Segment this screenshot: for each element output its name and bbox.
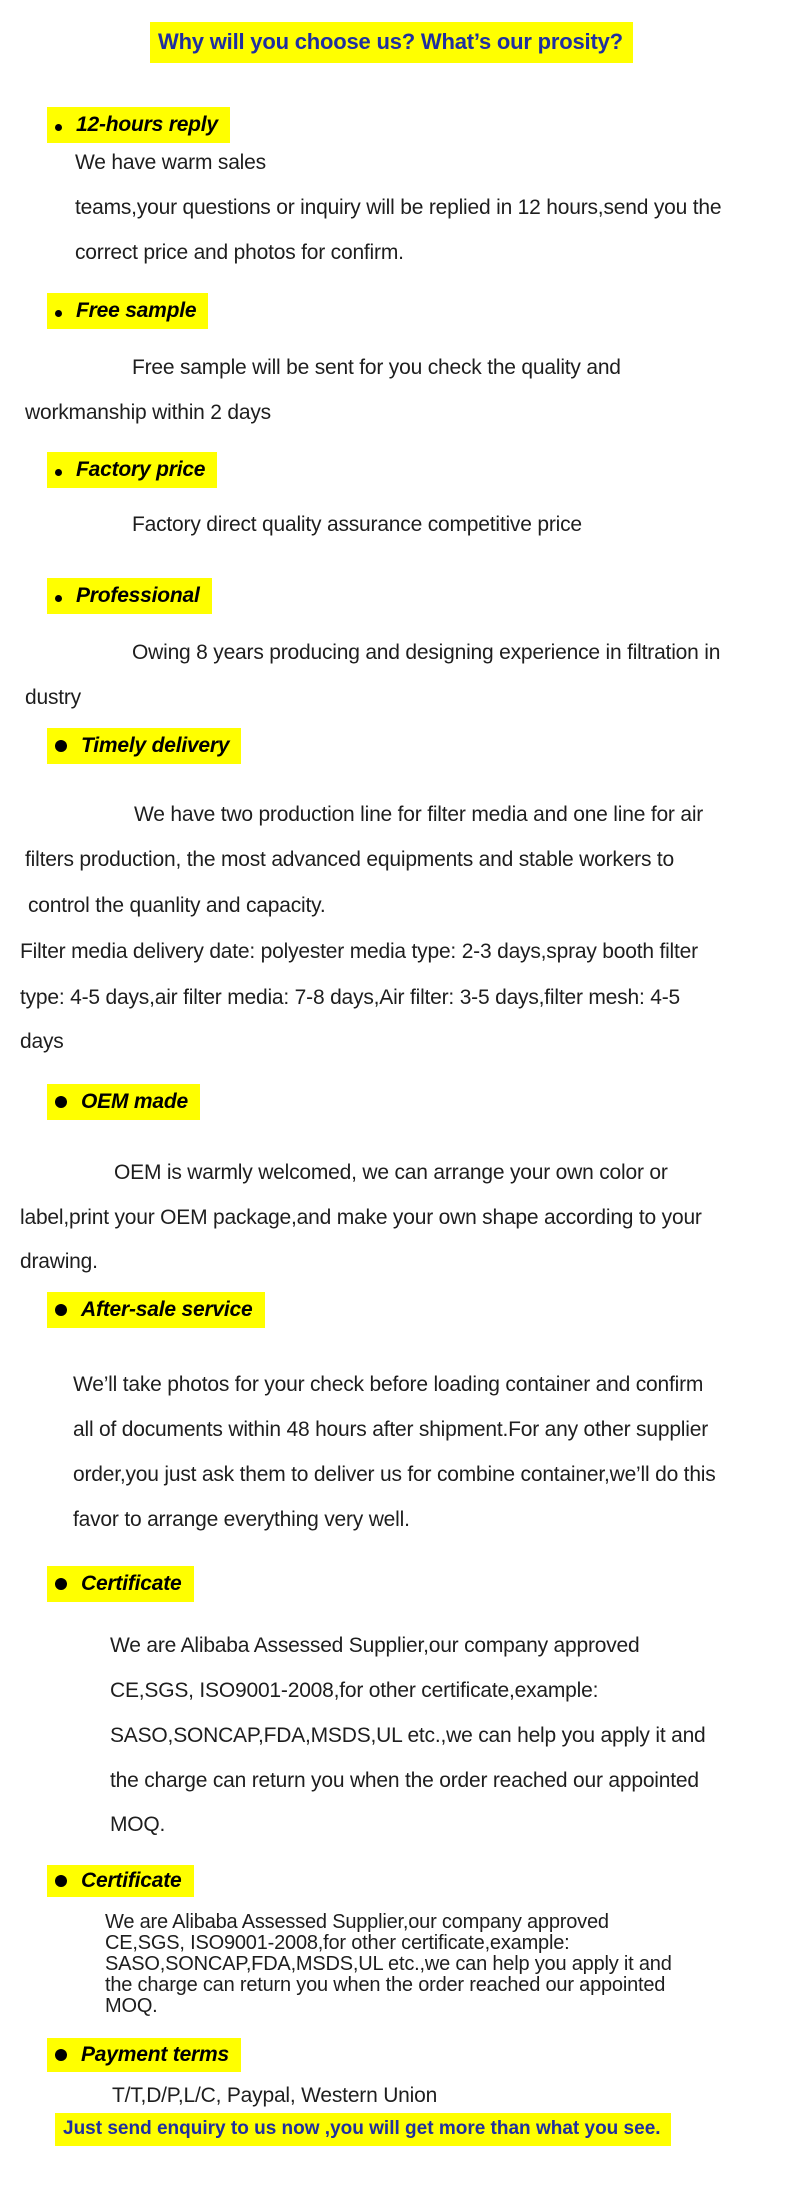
section-heading bbox=[47, 107, 230, 143]
section-heading bbox=[47, 728, 241, 764]
section-heading-label: OEM made bbox=[81, 1090, 188, 1113]
cta-banner: Just send enquiry to us now ,you will get more than what you see. bbox=[55, 2113, 671, 2146]
body-line: We’ll take photos for your check before loading container and confirm bbox=[73, 1373, 704, 1396]
body-line: Filter media delivery date: polyester media type: 2-3 days,spray booth filter bbox=[20, 940, 698, 963]
section-heading bbox=[47, 578, 212, 614]
body-line: MOQ. bbox=[105, 1995, 158, 2017]
body-line: We have warm sales bbox=[75, 151, 266, 174]
large-dot-icon bbox=[55, 2049, 67, 2061]
page-title: Why will you choose us? What’s our prosity? bbox=[150, 22, 633, 63]
body-line: We have two production line for filter media and one line for air bbox=[134, 803, 704, 826]
body-line: dustry bbox=[25, 686, 81, 709]
body-line: drawing. bbox=[20, 1250, 98, 1273]
body-line: We are Alibaba Assessed Supplier,our company approved bbox=[110, 1634, 640, 1657]
body-line: the charge can return you when the order reached our appointed bbox=[105, 1974, 666, 1996]
large-dot-icon bbox=[55, 740, 67, 752]
body-line: T/T,D/P,L/C, Paypal, Western Union bbox=[112, 2084, 438, 2107]
section-heading-label: Certificate bbox=[81, 1869, 182, 1892]
body-line: all of documents within 48 hours after shipment.For any other supplier bbox=[73, 1418, 709, 1441]
body-line: We are Alibaba Assessed Supplier,our company approved bbox=[105, 1911, 609, 1933]
section-heading-label: After-sale service bbox=[81, 1298, 253, 1321]
section-heading-label: Certificate bbox=[81, 1572, 182, 1595]
body-line: favor to arrange everything very well. bbox=[73, 1508, 410, 1531]
section-heading-label: Free sample bbox=[76, 299, 197, 322]
section-heading bbox=[47, 1865, 194, 1897]
section-heading-label: Payment terms bbox=[81, 2043, 229, 2066]
body-line: workmanship within 2 days bbox=[25, 401, 271, 424]
large-dot-icon bbox=[55, 1304, 67, 1316]
section-heading bbox=[47, 1292, 265, 1328]
section-heading bbox=[47, 293, 208, 329]
body-line: MOQ. bbox=[110, 1813, 166, 1836]
body-line: teams,your questions or inquiry will be replied in 12 hours,send you the bbox=[75, 196, 722, 219]
body-line: correct price and photos for confirm. bbox=[75, 241, 404, 264]
body-line: CE,SGS, ISO9001-2008,for other certificate,example: bbox=[105, 1932, 570, 1954]
section-heading bbox=[47, 1566, 194, 1602]
body-line: Owing 8 years producing and designing experience in filtration in bbox=[132, 641, 721, 664]
section-heading-label: Professional bbox=[76, 584, 200, 607]
section-heading bbox=[47, 452, 217, 488]
large-dot-icon bbox=[55, 1096, 67, 1108]
body-line: type: 4-5 days,air filter media: 7-8 days,Air filter: 3-5 days,filter mesh: 4-5 bbox=[20, 986, 680, 1009]
section-heading bbox=[47, 1084, 200, 1120]
body-line: OEM is warmly welcomed, we can arrange your own color or bbox=[114, 1161, 668, 1184]
body-line: filters production, the most advanced equipments and stable workers to bbox=[25, 848, 675, 871]
body-line: the charge can return you when the order reached our appointed bbox=[110, 1769, 699, 1792]
body-line: CE,SGS, ISO9001-2008,for other certificate,example: bbox=[110, 1679, 599, 1702]
section-heading bbox=[47, 2038, 241, 2072]
body-line: order,you just ask them to deliver us for combine container,we’ll do this bbox=[73, 1463, 716, 1486]
section-heading-label: Factory price bbox=[76, 458, 206, 481]
section-heading-label: 12-hours reply bbox=[76, 113, 218, 136]
body-line: control the quanlity and capacity. bbox=[28, 894, 326, 917]
large-dot-icon bbox=[55, 1875, 67, 1887]
body-line: Factory direct quality assurance competitive price bbox=[132, 513, 582, 536]
small-dot-icon bbox=[55, 595, 62, 602]
body-line: label,print your OEM package,and make your own shape according to your bbox=[20, 1206, 702, 1229]
section-heading-label: Timely delivery bbox=[81, 734, 230, 757]
small-dot-icon bbox=[55, 124, 62, 131]
small-dot-icon bbox=[55, 469, 62, 476]
body-line: Free sample will be sent for you check the quality and bbox=[132, 356, 621, 379]
small-dot-icon bbox=[55, 310, 62, 317]
large-dot-icon bbox=[55, 1578, 67, 1590]
body-line: SASO,SONCAP,FDA,MSDS,UL etc.,we can help you apply it and bbox=[105, 1953, 672, 1975]
body-line: SASO,SONCAP,FDA,MSDS,UL etc.,we can help you apply it and bbox=[110, 1724, 706, 1747]
body-line: days bbox=[20, 1030, 64, 1053]
